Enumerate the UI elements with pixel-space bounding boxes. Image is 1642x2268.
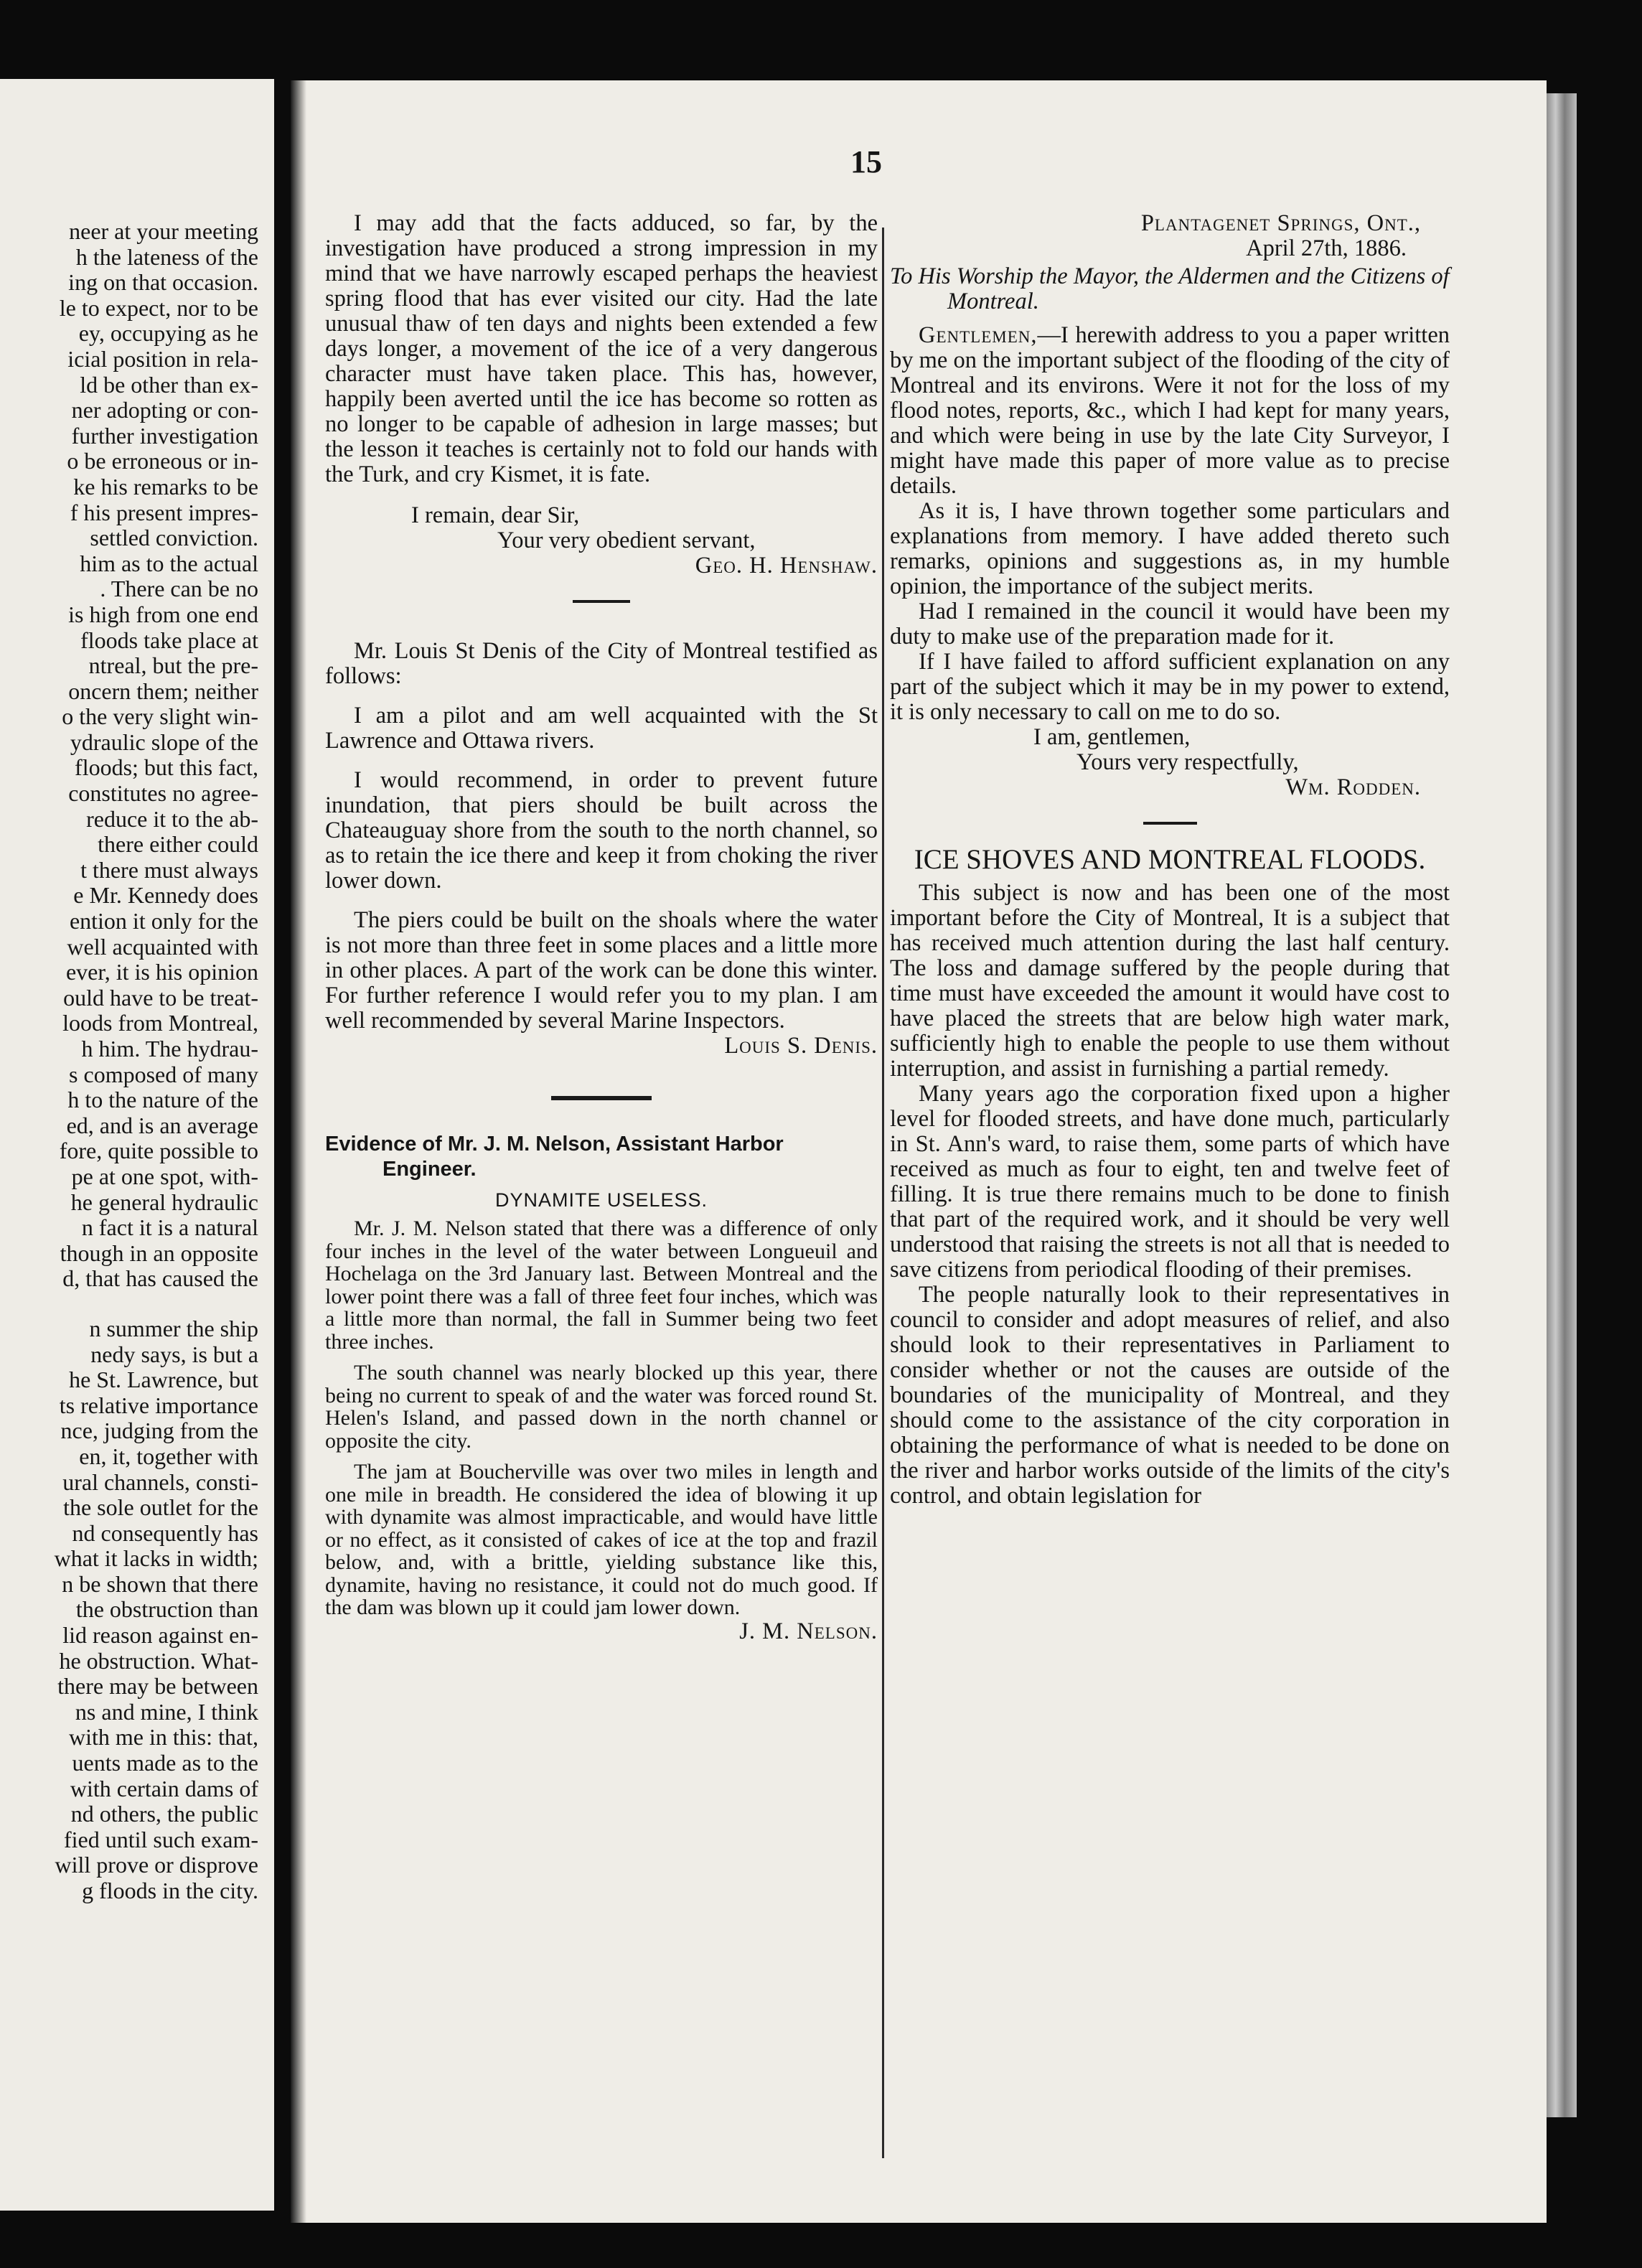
left-page-line: ed, and is an average xyxy=(66,1112,258,1138)
left-page-line: h the lateness of the xyxy=(75,243,258,270)
left-page-line: nd consequently has xyxy=(72,1519,258,1546)
left-page-line: e Mr. Kennedy does xyxy=(73,882,258,909)
left-page-line: fore, quite possible to xyxy=(59,1138,258,1164)
ice-paragraph-3: The people naturally look to their representatives in council to consider and adopt measures of relief, and also should look to their representatives in Parliament to consider whether or not the causes are outside of the boundaries of the municipality of Montreal, and they should come to the assistance of the city corporation in obtaining the performance of what is needed to be done on the river and harbor works outside of the limits of the city's control, and obtain legislation for xyxy=(890,1282,1450,1509)
left-page-line: further investigation xyxy=(71,422,258,449)
left-page-line: s composed of many xyxy=(69,1061,258,1087)
section-rule xyxy=(573,600,630,603)
st-denis-paragraph-1: I am a pilot and am well acquainted with the St Lawrence and Ottawa rivers. xyxy=(325,703,878,754)
st-denis-paragraph-3: The piers could be built on the shoals where the water is not more than three feet in some places and a little more in other places. A part of the work can be done this winter. For further reference I would refer you to my plan. I am well recommended by several Marine Inspectors. xyxy=(325,907,878,1034)
left-page-line: ts relative importance xyxy=(59,1392,258,1418)
left-page-line: will prove or disprove xyxy=(55,1852,258,1878)
letter-salutation: Gentlemen, xyxy=(919,322,1038,348)
left-page-line: ing on that occasion. xyxy=(68,269,258,296)
left-page-line: he obstruction. What- xyxy=(59,1647,258,1674)
left-page-line: there either could xyxy=(98,831,258,858)
nelson-subheading: DYNAMITE USELESS. xyxy=(494,1189,708,1211)
newspaper-page xyxy=(291,80,1547,2223)
nelson-signature: J. M. Nelson. xyxy=(739,1618,878,1644)
adjacent-left-page xyxy=(0,79,274,2211)
page-edge-shading xyxy=(1547,93,1577,2117)
left-page-line: nd others, the public xyxy=(70,1801,258,1827)
letter-address: To His Worship the Mayor, the Aldermen and the Citizens of Montreal. xyxy=(890,263,1450,314)
left-page-line: h him. The hydrau- xyxy=(81,1036,258,1062)
left-page-line: ey, occupying as he xyxy=(78,320,258,347)
left-page-line: constitutes no agree- xyxy=(68,780,258,807)
left-page-line: nce, judging from the xyxy=(60,1418,258,1444)
st-denis-paragraph-2: I would recommend, in order to prevent future inundation, that piers should be built across the Chateauguay shore from the south to the north channel, so as to retain the ice there and keep it from choking the river lower down. xyxy=(325,767,878,894)
left-page-line: ould have to be treat- xyxy=(63,984,258,1011)
left-page-line: d, that has caused the xyxy=(62,1265,258,1292)
left-page-line: the sole outlet for the xyxy=(63,1494,258,1521)
left-page-line: ner adopting or con- xyxy=(71,397,258,423)
gutter-shadow xyxy=(291,80,306,2223)
henshaw-closing-2: Your very obedient servant, xyxy=(497,528,756,553)
left-page-line: pe at one spot, with- xyxy=(71,1163,258,1189)
rodden-paragraph-1: —I herewith address to you a paper written by me on the important subject of the flooding of the city of Montreal and its environs. Were it not for the loss of my flood notes, reports, &c., which I had kept for many years, and which were being in use by the late City Surveyor, I might have made this paper of more value as to precise details. xyxy=(890,322,1450,499)
rodden-signature: Wm. Rodden. xyxy=(1285,774,1421,800)
left-page-line: loods from Montreal, xyxy=(62,1010,258,1036)
left-page-line: ld be other than ex- xyxy=(80,371,258,398)
left-page-line: n fact it is a natural xyxy=(81,1214,258,1241)
left-page-line: en, it, together with xyxy=(79,1443,258,1469)
left-page-line: o the very slight win- xyxy=(62,703,258,730)
st-denis-signature: Louis S. Denis. xyxy=(724,1033,878,1059)
left-page-line: n summer the ship xyxy=(89,1315,258,1341)
left-page-line: h to the nature of the xyxy=(67,1087,258,1113)
left-page-line: settled conviction. xyxy=(90,525,258,551)
ice-paragraph-1: This subject is now and has been one of the most important before the City of Montreal, It is a subject that has received much attention during the last half century. The loss and damage suffered by the people during that time must have exceeded the amount it would have cost to have placed the streets that are below high water mark, sufficiently high to enable the people to use them without interruption, and assist in furnishing a partial remedy. xyxy=(890,880,1450,1082)
left-page-line: him as to the actual xyxy=(80,550,258,576)
left-page-line: ns and mine, I think xyxy=(75,1698,258,1725)
left-page-line: is high from one end xyxy=(68,601,258,627)
left-page-line: o be erroneous or in- xyxy=(67,448,258,474)
letter-date: April 27th, 1886. xyxy=(1246,235,1407,261)
left-page-column xyxy=(0,219,258,1904)
rodden-paragraph-3: Had I remained in the council it would have been my duty to make use of the preparation made for it. xyxy=(890,599,1450,650)
left-page-line: n be shown that there xyxy=(62,1570,258,1597)
ice-paragraph-2: Many years ago the corporation fixed upon a higher level for flooded streets, and have done much, particularly in St. Ann's ward, to raise them, some parts of which have received as much as four to eight, ten and twelve feet of filling. It is true there remains much to be done to finish that part of the required work, and it should be very well understood that raising the streets is not all that is needed to save citizens from periodical flooding of their premises. xyxy=(890,1081,1450,1283)
left-page-line: t there must always xyxy=(80,856,258,883)
left-page-line: the obstruction than xyxy=(75,1596,258,1623)
left-page-line: nedy says, is but a xyxy=(90,1341,258,1367)
left-page-line: reduce it to the ab- xyxy=(86,805,258,832)
left-page-line: icial position in rela- xyxy=(67,345,258,372)
henshaw-signature: Geo. H. Henshaw. xyxy=(695,553,878,578)
st-denis-intro: Mr. Louis St Denis of the City of Montreal testified as follows: xyxy=(325,638,878,689)
article-headline: ICE SHOVES AND MONTREAL FLOODS. xyxy=(914,844,1426,875)
rodden-closing-1: I am, gentlemen, xyxy=(1033,724,1191,750)
page-number: 15 xyxy=(850,144,882,179)
left-page-line: well acquainted with xyxy=(67,933,258,960)
left-page-line: floods; but this fact, xyxy=(75,754,258,781)
left-page-line: le to expect, nor to be xyxy=(59,294,258,321)
nelson-heading: Evidence of Mr. J. M. Nelson, Assistant Harbor Engineer. xyxy=(325,1133,784,1181)
left-page-line: . There can be no xyxy=(100,576,258,602)
rodden-paragraph-2: As it is, I have thrown together some particulars and explanations from memory. I have added thereto such remarks, opinions and suggestions as, in my humble opinion, the importance of the subject merits. xyxy=(890,498,1450,599)
column-divider xyxy=(882,228,884,2158)
left-page-line: what it lacks in width; xyxy=(54,1545,258,1572)
nelson-paragraph-2: The south channel was nearly blocked up this year, there being no current to speak of and the water was forced round St. Helen's Island, and passed down in the north channel or opposite the city. xyxy=(325,1361,878,1453)
letter-place: Plantagenet Springs, Ont., xyxy=(1140,210,1421,236)
left-page-line: with certain dams of xyxy=(70,1775,258,1801)
left-page-line: neer at your meeting xyxy=(69,218,258,244)
left-page-line: fied until such exam- xyxy=(63,1826,258,1852)
left-page-line: floods take place at xyxy=(80,627,258,653)
left-page-line: g floods in the city. xyxy=(82,1878,258,1903)
henshaw-letter-body: I may add that the facts adduced, so far, by the investigation have produced a strong impression in my mind that we have narrowly escaped perhaps the heaviest spring flood that has ever visited our city. Had the late unusual thaw of ten days and nights been extended a few days longer, a movement of the ice of a very dangerous character must have taken place. This has, however, happily been averted until the ice has become so rotten as no longer to be capable of adhesion in large masses; but the lesson it teaches is certainly not to fold our hands with the Turk, and cry Kismet, it is fate. xyxy=(325,210,878,487)
left-page-line: uents made as to the xyxy=(72,1750,258,1776)
section-rule xyxy=(1143,822,1197,825)
left-page-line: though in an opposite xyxy=(60,1240,258,1266)
left-page-line: ydraulic slope of the xyxy=(70,728,258,755)
left-page-line: ever, it is his opinion xyxy=(65,959,258,985)
left-page-paragraph-1 xyxy=(0,219,258,1292)
left-page-paragraph-2 xyxy=(0,1316,258,1904)
left-page-line: ntreal, but the pre- xyxy=(88,652,258,679)
right-column xyxy=(890,211,1450,1509)
section-rule xyxy=(551,1096,652,1100)
left-page-line: ention it only for the xyxy=(69,908,258,934)
left-page-line: oncern them; neither xyxy=(68,678,258,704)
left-page-line: there may be between xyxy=(57,1673,258,1700)
rodden-paragraph-4: If I have failed to afford sufficient explanation on any part of the subject which it may be in my power to extend, it is only necessary to call on me to do so. xyxy=(890,649,1450,725)
left-page-line: ke his remarks to be xyxy=(73,473,258,500)
middle-column xyxy=(325,211,878,1644)
nelson-paragraph-1: Mr. J. M. Nelson stated that there was a difference of only four inches in the level of the water between Longueuil and Hochelaga on the 3rd January last. Between Montreal and the lower point there was a fall of three feet four inches, which was a little more than normal, the fall in Summer being two feet three inches. xyxy=(325,1217,878,1354)
left-page-line: f his present impres- xyxy=(70,499,258,525)
left-page-line: he general hydraulic xyxy=(70,1189,258,1215)
left-page-line: ural channels, consti- xyxy=(62,1468,258,1495)
left-page-line: with me in this: that, xyxy=(69,1724,258,1751)
nelson-paragraph-3: The jam at Boucherville was over two miles in length and one mile in breadth. He considered the idea of blowing it up with dynamite was almost impracticable, and would have little or no effect, as it consisted of cakes of ice at the top and frazil below, and, with a brittle, yielding substance like this, dynamite, having no resistance, it could not do much good. If the dam was blown up it could jam lower down. xyxy=(325,1460,878,1619)
left-page-line: he St. Lawrence, but xyxy=(69,1367,258,1393)
left-page-line: lid reason against en- xyxy=(62,1622,258,1649)
rodden-closing-2: Yours very respectfully, xyxy=(1076,749,1299,775)
henshaw-closing-1: I remain, dear Sir, xyxy=(411,502,580,528)
